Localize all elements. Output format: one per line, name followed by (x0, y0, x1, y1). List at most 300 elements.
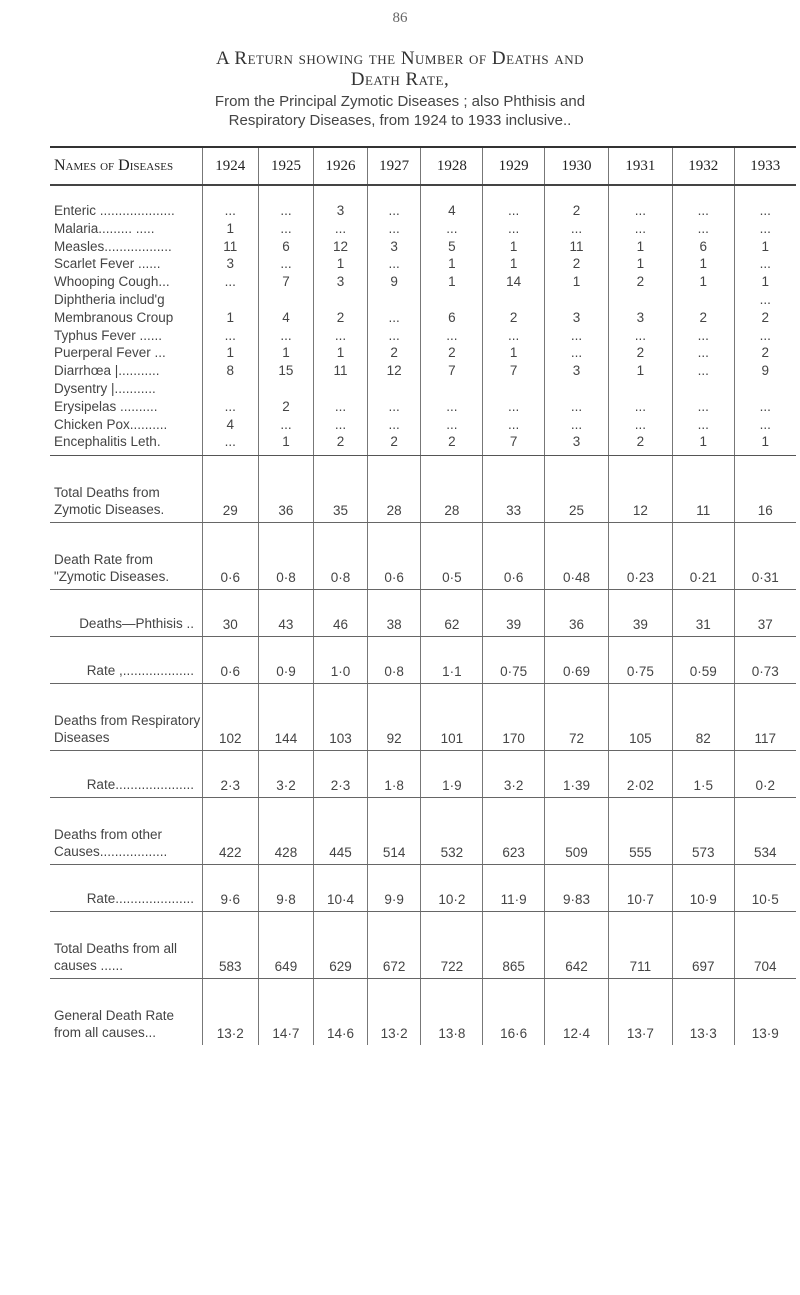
row-label: General Death Rate from all causes... (54, 1008, 175, 1041)
row-label: Malaria......... ..... (54, 220, 155, 236)
table-cell: 72 (545, 684, 609, 751)
table-cell: 6 (421, 309, 483, 327)
page-number: 86 (392, 10, 408, 26)
header-year: 1933 (734, 147, 796, 185)
table-cell: ... (545, 344, 609, 362)
table-cell: ... (314, 220, 368, 238)
table-cell: 37 (734, 590, 796, 637)
header-year: 1927 (367, 147, 421, 185)
table-cell: 11 (202, 238, 258, 256)
row-label: Total Deaths from all causes ...... (50, 912, 202, 979)
table-cell: ... (202, 185, 258, 220)
row-label: Total Deaths from Zymotic Diseases. (50, 456, 202, 523)
table-cell: 92 (367, 684, 421, 751)
table-cell: 1·39 (545, 751, 609, 798)
table-cell: 642 (545, 912, 609, 979)
table-cell: 1 (608, 255, 672, 273)
table-cell: 3 (608, 309, 672, 327)
table-cell: 1 (672, 433, 734, 455)
row-label: Deaths from Respiratory Diseases (50, 684, 202, 751)
table-cell (483, 291, 545, 309)
table-cell: 13·7 (608, 979, 672, 1046)
table-cell (608, 380, 672, 398)
disease-row (50, 273, 796, 291)
table-cell: 2 (421, 344, 483, 362)
table-cell: 46 (314, 590, 368, 637)
table-cell: 3 (314, 185, 368, 220)
table-cell: 9·6 (202, 865, 258, 912)
table-cell (421, 380, 483, 398)
table-cell: 1 (202, 344, 258, 362)
row-label: Whooping Cough... (54, 274, 170, 290)
row-label: Puerperal Fever ... (54, 345, 166, 361)
header-year: 1931 (608, 147, 672, 185)
table-cell: ... (367, 416, 421, 434)
table-cell: 1 (734, 273, 796, 291)
table-cell: 15 (258, 362, 314, 380)
table-cell: ... (608, 185, 672, 220)
header-year: 1929 (483, 147, 545, 185)
disease-row (50, 380, 796, 398)
table-cell: 865 (483, 912, 545, 979)
table-cell: ... (314, 416, 368, 434)
table-cell: 1·1 (421, 637, 483, 684)
table-cell: 13·2 (202, 979, 258, 1046)
table-cell: 7 (483, 433, 545, 455)
disease-rows (50, 185, 796, 456)
table-cell: ... (734, 291, 796, 309)
table-cell: 583 (202, 912, 258, 979)
table-cell: 2·3 (202, 751, 258, 798)
table-cell: 5 (421, 238, 483, 256)
table-cell: 117 (734, 684, 796, 751)
table-cell: 12 (367, 362, 421, 380)
table-cell: 10·7 (608, 865, 672, 912)
table-cell: 10·4 (314, 865, 368, 912)
row-label: Dysentry |........... (54, 380, 156, 396)
table-cell: 1 (483, 344, 545, 362)
table-cell: ... (734, 416, 796, 434)
table-cell: 25 (545, 456, 609, 523)
table-cell: 103 (314, 684, 368, 751)
disease-row (50, 398, 796, 416)
table-cell: ... (367, 309, 421, 327)
table-cell: 1·0 (314, 637, 368, 684)
table-cell: 2 (608, 273, 672, 291)
table-cell: 0·23 (608, 523, 672, 590)
table-cell: 2 (258, 398, 314, 416)
table-cell: 170 (483, 684, 545, 751)
table-cell: 13·8 (421, 979, 483, 1046)
table-cell: 105 (608, 684, 672, 751)
table-cell: ... (672, 398, 734, 416)
disease-row (50, 255, 796, 273)
disease-row (50, 238, 796, 256)
table-cell: 4 (202, 416, 258, 434)
table-cell: 0·2 (734, 751, 796, 798)
table-cell: 1 (314, 344, 368, 362)
table-cell: 10·2 (421, 865, 483, 912)
summary-row (50, 979, 796, 1046)
table-cell: 1 (608, 238, 672, 256)
table-cell: 11 (545, 238, 609, 256)
table-cell: ... (483, 327, 545, 345)
summary-row (50, 637, 796, 684)
table-cell: ... (672, 362, 734, 380)
table-cell: 2 (608, 433, 672, 455)
table-cell: 3 (545, 433, 609, 455)
summary-row (50, 456, 796, 523)
table-cell: 33 (483, 456, 545, 523)
table-header-row (50, 147, 796, 185)
table-cell: 0·5 (421, 523, 483, 590)
table-cell (367, 291, 421, 309)
table-cell: ... (367, 185, 421, 220)
header-year: 1928 (421, 147, 483, 185)
table-cell: 0·48 (545, 523, 609, 590)
table-cell: ... (367, 398, 421, 416)
table-cell: 629 (314, 912, 368, 979)
table-cell: 534 (734, 798, 796, 865)
table-cell: 9·9 (367, 865, 421, 912)
table-cell: 2 (483, 309, 545, 327)
subtitle-line-1: From the Principal Zymotic Diseases ; also Phthisis and (214, 93, 586, 110)
table-cell: ... (608, 416, 672, 434)
table-cell: 62 (421, 590, 483, 637)
table-cell (314, 291, 368, 309)
table-cell: 2 (734, 309, 796, 327)
disease-row (50, 220, 796, 238)
table-cell: ... (734, 185, 796, 220)
table-cell (734, 380, 796, 398)
table-cell: 1 (202, 309, 258, 327)
table-cell: ... (672, 220, 734, 238)
row-label: Encephalitis Leth. (50, 433, 202, 455)
table-cell: 2 (367, 344, 421, 362)
table-cell: 12·4 (545, 979, 609, 1046)
header-year: 1926 (314, 147, 368, 185)
table-cell: 2 (367, 433, 421, 455)
table-cell: 0·6 (367, 523, 421, 590)
row-label: Deaths—Phthisis .. (50, 590, 202, 637)
table-cell: 0·59 (672, 637, 734, 684)
table-cell: 6 (258, 238, 314, 256)
table-cell (421, 291, 483, 309)
table-cell: ... (202, 433, 258, 455)
summary-row (50, 751, 796, 798)
table-cell: 1 (734, 238, 796, 256)
row-label: Rate..................... (50, 865, 202, 912)
table-cell: 9·8 (258, 865, 314, 912)
table-cell: 623 (483, 798, 545, 865)
table-cell: 672 (367, 912, 421, 979)
table-cell (314, 380, 368, 398)
table-cell: ... (421, 220, 483, 238)
table-cell: 30 (202, 590, 258, 637)
table-cell: 9 (367, 273, 421, 291)
table-cell: 0·6 (483, 523, 545, 590)
table-cell: 13·9 (734, 979, 796, 1046)
title-line-1: A Return showing the Number of Deaths and (216, 48, 584, 69)
table-cell: 1 (734, 433, 796, 455)
table-cell: 3·2 (483, 751, 545, 798)
table-cell: 1 (258, 433, 314, 455)
row-label: Deaths from other Causes.................. (50, 798, 202, 865)
row-label: Death Rate from "Zymotic Diseases. (50, 523, 202, 590)
table-cell: 4 (421, 185, 483, 220)
table-cell: 2 (608, 344, 672, 362)
table-cell: 0·75 (608, 637, 672, 684)
table-cell: 43 (258, 590, 314, 637)
table-cell: 1 (314, 255, 368, 273)
table-cell: 11·9 (483, 865, 545, 912)
table-cell: 2 (314, 309, 368, 327)
table-cell: ... (734, 398, 796, 416)
disease-row (50, 185, 796, 220)
table-cell: ... (258, 416, 314, 434)
table-cell: 2 (545, 185, 609, 220)
table-cell (483, 380, 545, 398)
table-cell: 0·8 (258, 523, 314, 590)
table-cell: 1 (672, 255, 734, 273)
table-cell: 3 (314, 273, 368, 291)
table-cell: 422 (202, 798, 258, 865)
table-cell: ... (202, 398, 258, 416)
table-cell: ... (734, 255, 796, 273)
table-cell: ... (367, 255, 421, 273)
row-label: Diarrhœa |........... (54, 363, 160, 379)
table-cell (202, 291, 258, 309)
table-cell: ... (483, 398, 545, 416)
table-cell: 38 (367, 590, 421, 637)
table-cell: 14·6 (314, 979, 368, 1046)
table-cell: 1 (545, 273, 609, 291)
table-cell: ... (314, 398, 368, 416)
table-cell (545, 291, 609, 309)
table-cell: 2·3 (314, 751, 368, 798)
summary-rows (50, 456, 796, 1046)
row-label: Erysipelas .......... (54, 398, 158, 414)
table-cell: 3 (545, 362, 609, 380)
table-cell: 2·02 (608, 751, 672, 798)
table-cell (367, 380, 421, 398)
table-cell: 16 (734, 456, 796, 523)
table-cell: 39 (608, 590, 672, 637)
table-cell: 82 (672, 684, 734, 751)
table-cell: 445 (314, 798, 368, 865)
table-cell: 1 (421, 273, 483, 291)
table-cell: 10·9 (672, 865, 734, 912)
table-cell: 36 (258, 456, 314, 523)
table-cell: 16·6 (483, 979, 545, 1046)
header-year: 1925 (258, 147, 314, 185)
table-cell (202, 380, 258, 398)
disease-row (50, 344, 796, 362)
table-cell: 3·2 (258, 751, 314, 798)
table-cell: 0·75 (483, 637, 545, 684)
table-cell: 711 (608, 912, 672, 979)
row-label: Scarlet Fever ...... (54, 256, 161, 272)
table-cell: 573 (672, 798, 734, 865)
table-cell: 8 (202, 362, 258, 380)
table-cell: ... (202, 273, 258, 291)
table-cell: 0·9 (258, 637, 314, 684)
table-cell: 3 (545, 309, 609, 327)
row-label: Rate ,................... (50, 637, 202, 684)
table-cell: ... (545, 416, 609, 434)
table-cell: ... (421, 416, 483, 434)
table-cell: 0·21 (672, 523, 734, 590)
table-cell (672, 291, 734, 309)
table-cell: 0·31 (734, 523, 796, 590)
table-cell: 36 (545, 590, 609, 637)
disease-row (50, 416, 796, 434)
table-cell: ... (483, 416, 545, 434)
table-cell: 514 (367, 798, 421, 865)
header-year: 1932 (672, 147, 734, 185)
table-cell: 11 (314, 362, 368, 380)
summary-row (50, 684, 796, 751)
table-cell (258, 380, 314, 398)
table-cell: ... (545, 220, 609, 238)
table-cell: 1·8 (367, 751, 421, 798)
table-cell: ... (367, 327, 421, 345)
table-cell: 722 (421, 912, 483, 979)
disease-row (50, 433, 796, 455)
table-cell (672, 380, 734, 398)
table-cell: 2 (314, 433, 368, 455)
table-cell: 2 (734, 344, 796, 362)
table-cell: 1·9 (421, 751, 483, 798)
disease-row (50, 309, 796, 327)
table-cell: 12 (608, 456, 672, 523)
table-cell: 1 (483, 255, 545, 273)
disease-row (50, 362, 796, 380)
table-cell: ... (483, 185, 545, 220)
table-cell: ... (421, 398, 483, 416)
table-cell: 509 (545, 798, 609, 865)
table-cell: ... (734, 220, 796, 238)
table-cell: ... (545, 398, 609, 416)
table-cell: 29 (202, 456, 258, 523)
table-cell: 2 (545, 255, 609, 273)
table-cell: 0·8 (367, 637, 421, 684)
deaths-return-table (50, 146, 796, 1045)
table-cell: 1 (421, 255, 483, 273)
table-cell: 35 (314, 456, 368, 523)
summary-row (50, 590, 796, 637)
table-cell: 7 (483, 362, 545, 380)
row-label: Diphtheria includ'g (54, 291, 165, 307)
table-cell: 428 (258, 798, 314, 865)
table-cell: 2 (421, 433, 483, 455)
table-cell: ... (483, 220, 545, 238)
table-cell: ... (545, 327, 609, 345)
row-label: Membranous Croup (54, 309, 174, 325)
header-year: 1930 (545, 147, 609, 185)
table-cell: 6 (672, 238, 734, 256)
header-names-of-diseases: Names of Diseases (50, 147, 202, 185)
table-cell: 1 (202, 220, 258, 238)
table-cell: ... (421, 327, 483, 345)
table-cell (608, 291, 672, 309)
table-cell: ... (734, 327, 796, 345)
table-cell: 14·7 (258, 979, 314, 1046)
table-cell: 1 (672, 273, 734, 291)
table-cell: ... (672, 344, 734, 362)
table-cell: ... (608, 398, 672, 416)
table-cell: 3 (367, 238, 421, 256)
row-label: Typhus Fever ...... (54, 327, 163, 343)
table-cell: 3 (202, 255, 258, 273)
table-cell: 704 (734, 912, 796, 979)
table-cell: 11 (672, 456, 734, 523)
row-label: Enteric .................... (54, 203, 175, 218)
table-cell: 649 (258, 912, 314, 979)
row-label: Chicken Pox.......... (54, 416, 168, 432)
table-cell: ... (202, 327, 258, 345)
table-cell: 4 (258, 309, 314, 327)
header-year: 1924 (202, 147, 258, 185)
table-cell: ... (672, 185, 734, 220)
table-cell: ... (258, 327, 314, 345)
summary-row (50, 912, 796, 979)
table-cell: 2 (672, 309, 734, 327)
table-cell: 9 (734, 362, 796, 380)
summary-row (50, 523, 796, 590)
table-cell: 31 (672, 590, 734, 637)
title-line-2: Death Rate, (350, 69, 450, 90)
table-cell: ... (608, 220, 672, 238)
page-subtitle (0, 92, 800, 130)
table-cell: 1 (608, 362, 672, 380)
disease-row (50, 327, 796, 345)
summary-row (50, 798, 796, 865)
page-title (0, 48, 800, 90)
table-cell: 0·8 (314, 523, 368, 590)
table-cell: 9·83 (545, 865, 609, 912)
table-cell: 144 (258, 684, 314, 751)
table-cell: 0·73 (734, 637, 796, 684)
summary-row (50, 865, 796, 912)
table-cell: ... (672, 416, 734, 434)
table-cell: 28 (421, 456, 483, 523)
table-cell: 12 (314, 238, 368, 256)
subtitle-line-2: Respiratory Diseases, from 1924 to 1933 inclusive.. (228, 112, 572, 129)
table-cell: 7 (421, 362, 483, 380)
row-label: Measles.................. (54, 238, 172, 254)
table-cell: 13·3 (672, 979, 734, 1046)
table-cell: 14 (483, 273, 545, 291)
table-cell (545, 380, 609, 398)
table-cell: 1 (258, 344, 314, 362)
table-cell: 1 (483, 238, 545, 256)
table-cell: ... (367, 220, 421, 238)
table-cell (258, 291, 314, 309)
disease-row (50, 291, 796, 309)
table-cell: 7 (258, 273, 314, 291)
table-cell: 1·5 (672, 751, 734, 798)
table-cell: ... (258, 220, 314, 238)
table-cell: ... (314, 327, 368, 345)
table-cell: ... (672, 327, 734, 345)
table-cell: 532 (421, 798, 483, 865)
table-cell: 0·69 (545, 637, 609, 684)
table-cell: 101 (421, 684, 483, 751)
table-cell: ... (258, 255, 314, 273)
table-cell: 102 (202, 684, 258, 751)
table-cell: ... (258, 185, 314, 220)
